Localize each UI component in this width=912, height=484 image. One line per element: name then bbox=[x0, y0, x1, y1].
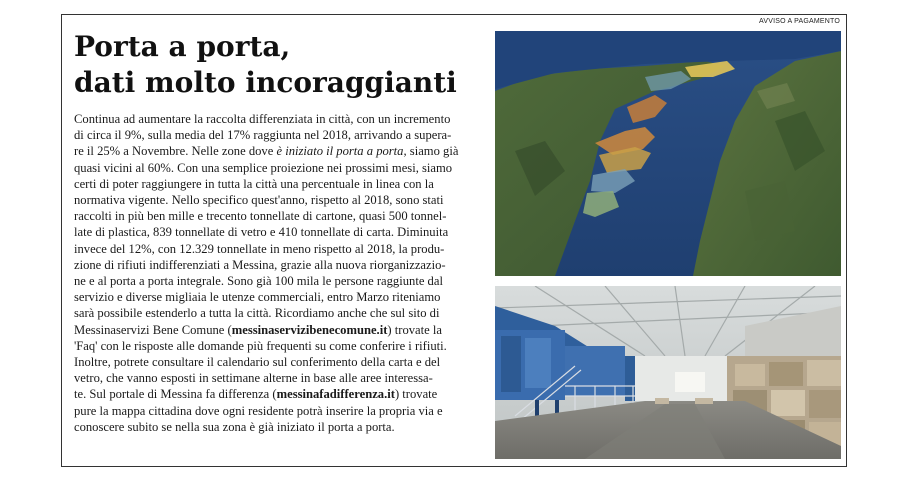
body-text-segment: te. Sul portale di Messina fa differenza ( bbox=[74, 387, 277, 402]
body-line bbox=[74, 143, 487, 159]
body-line: servizio e diverse migliaia le utenze commerciali, entro Marzo riteniamo bbox=[74, 290, 441, 305]
headline bbox=[74, 29, 474, 101]
body-line: certi di poter raggiungere in tutta la città una percentuale in linea con la bbox=[74, 176, 434, 191]
body-line: invece del 12%, con 12.329 tonnellate in meno rispetto al 2018, la produ- bbox=[74, 241, 445, 256]
body-line: di circa il 9%, sulla media del 17% raggiunta nel 2018, arrivando a supera- bbox=[74, 128, 452, 143]
body-line: Inoltre, potrete consultare il calendario sul conferimento della carta e del bbox=[74, 355, 441, 370]
body-line: conoscere subito se nella sua zona è già iniziato il porta a porta. bbox=[74, 419, 395, 434]
body-line: quasi vicini al 60%. Con una semplice proiezione nei prossimi mesi, siamo bbox=[74, 160, 453, 175]
body-line: raccolti in più ben mille e trecento tonnellate di cartone, quasi 500 tonnel- bbox=[74, 209, 447, 224]
body-line: vetro, che vanno esposti in settimane alterne in base alle aree interessa- bbox=[74, 371, 433, 386]
body-text-segment: Messinaservizi Bene Comune ( bbox=[74, 322, 232, 337]
recycling-plant-interior bbox=[495, 286, 841, 459]
body-line bbox=[74, 322, 487, 338]
body-line: 'Faq' con le risposte alle domande più frequenti su come conferire i rifiuti. bbox=[74, 338, 447, 353]
body-text-segment: ) trovate la bbox=[387, 322, 442, 337]
recycling-plant-photo bbox=[495, 286, 841, 459]
body-line: Continua ad aumentare la raccolta differenziata in città, con un incremento bbox=[74, 112, 451, 126]
satellite-map-photo bbox=[495, 31, 841, 276]
website-link-messinaservizi[interactable]: messinaservizibenecomune.it bbox=[231, 322, 388, 337]
body-text-segment: re il 25% a Novembre. Nelle zone dove bbox=[74, 144, 277, 159]
strait-of-messina-map bbox=[495, 31, 841, 276]
headline-line-1: Porta a porta, bbox=[74, 30, 291, 63]
body-text-segment: siamo già bbox=[406, 144, 459, 159]
paid-notice-label: AVVISO A PAGAMENTO bbox=[758, 18, 840, 25]
body-italic-segment: è iniziato il porta a porta, bbox=[276, 144, 407, 159]
body-line: normativa vigente. Nello specifico quest'anno, rispetto al 2018, sono stati bbox=[74, 193, 444, 208]
body-text-segment: ) trovate bbox=[394, 387, 438, 402]
headline-line-2: dati molto incoraggianti bbox=[74, 66, 457, 99]
website-link-messinafadifferenza[interactable]: messinafadifferenza.it bbox=[276, 387, 395, 402]
body-line: late di plastica, 839 tonnellate di vetro e 410 tonnellate di carta. Diminuita bbox=[74, 225, 449, 240]
body-line: pure la mappa cittadina dove ogni residente potrà inserire la propria via e bbox=[74, 403, 443, 418]
advertisement-frame bbox=[61, 14, 847, 467]
body-line: sarà possibile estenderlo a tutta la città. Ricordiamo anche che sul sito di bbox=[74, 306, 440, 321]
body-line: ne e al porta a porta integrale. Sono già 100 mila le persone raggiunte dal bbox=[74, 274, 443, 289]
body-line: zione di rifiuti indifferenziati a Messina, grazie alla nuova riorganizzazio- bbox=[74, 257, 446, 272]
article-body bbox=[74, 111, 487, 435]
body-line bbox=[74, 386, 487, 402]
